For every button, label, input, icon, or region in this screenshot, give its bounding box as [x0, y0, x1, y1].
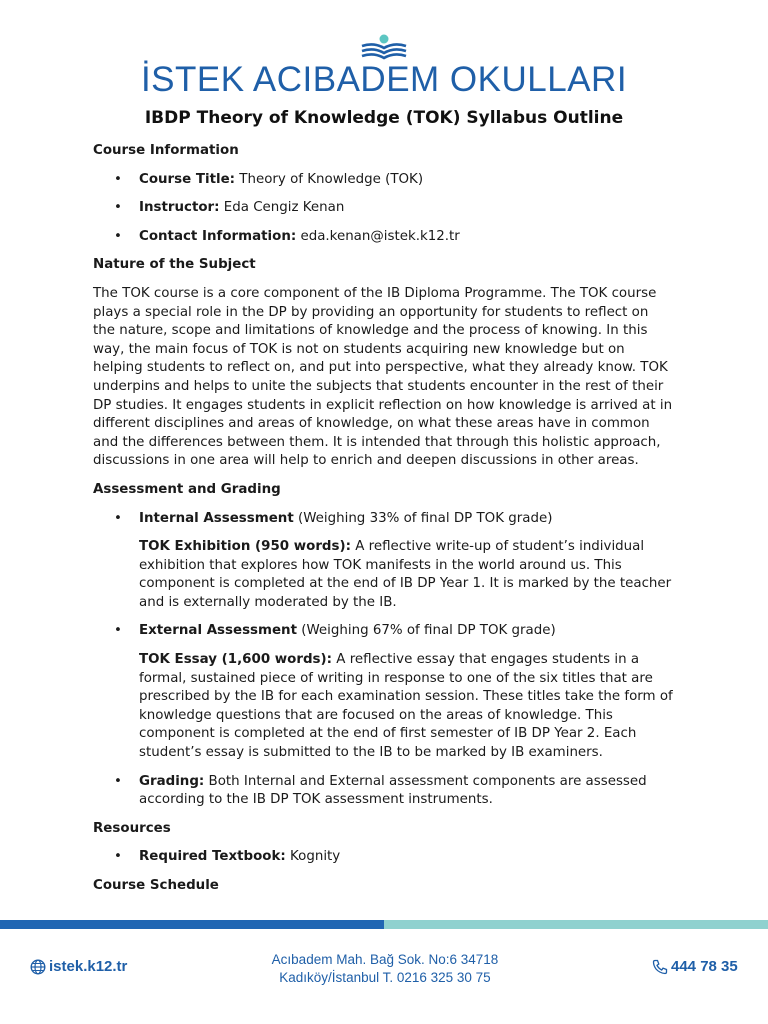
internal-assessment-detail: TOK Exhibition (950 words): A reflective write-up of student’s individual exhibition that explores how TOK manifests in the world around us. This component is completed at the end of IB DP Year 1. It is marked by the teacher and is externally moderated by the IB. — [139, 539, 672, 610]
external-assessment-detail: TOK Essay (1,600 words): A reflective essay that engages students in a formal, sustained piece of writing in response to one of the six titles that are prescribed by the IB for each examination session. These titles take the form of knowledge questions that are focused on the areas of knowledge. This component is completed at the end of first semester of IB DP Year 2. Each student’s essay is submitted to the IB to be marked by IB examiners. — [139, 652, 673, 761]
assessment-list — [93, 510, 673, 810]
footer-address — [240, 951, 530, 987]
address-line-1: Acıbadem Mah. Bağ Sok. No:6 34718 — [271, 952, 499, 967]
book-person-logo-icon — [354, 34, 414, 60]
website-link[interactable] — [30, 958, 127, 975]
list-item: • Contact Information: eda.kenan@istek.k12.tr — [93, 228, 673, 247]
resources-heading: Resources — [93, 820, 171, 836]
external-assessment-item: • External Assessment (Weighing 67% of final DP TOK grade) — [93, 622, 673, 641]
logo-text: İSTEK ACIBADEM OKULLARI — [140, 60, 628, 99]
list-item: • Course Title: Theory of Knowledge (TOK) — [93, 171, 673, 190]
phone-number[interactable] — [652, 958, 738, 975]
website-text: istek.k12.tr — [49, 958, 128, 975]
schedule-heading: Course Schedule — [93, 878, 219, 893]
document-body — [93, 142, 673, 906]
course-info-list — [93, 171, 673, 247]
internal-assessment-item: • Internal Assessment (Weighing 33% of final DP TOK grade) — [93, 510, 673, 529]
assessment-heading: Assessment and Grading — [93, 481, 281, 497]
grading-item: • Grading: Both Internal and External assessment components are assessed according to the IB DP TOK assessment instruments. — [93, 773, 673, 810]
phone-text: 444 78 35 — [671, 958, 738, 975]
phone-icon — [652, 959, 668, 975]
list-item: • Required Textbook: Kognity — [93, 848, 673, 867]
list-item: • Instructor: Eda Cengiz Kenan — [93, 199, 673, 218]
school-logo — [0, 34, 768, 98]
nature-paragraph: The TOK course is a core component of the IB Diploma Programme. The TOK course plays a special role in the DP by providing an opportunity for students to reflect on the nature, scope and limitations of knowledge and the process of knowing. In this way, the main focus of TOK is not on students acquiring new knowledge but on helping students to reflect on, and put into perspective, what they already know. TOK underpins and helps to unite the subjects that students encounter in the rest of their DP studies. It engages students in explicit reflection on how knowledge is arrived at in different disciplines and areas of knowledge, on what these areas have in common and the differences between them. It is intended that through this holistic approach, discussions in one area will help to enrich and deepen discussions in other areas. — [93, 285, 673, 469]
nature-heading: Nature of the Subject — [93, 257, 256, 273]
address-line-2: Kadıköy/İstanbul T. 0216 325 30 75 — [279, 970, 491, 985]
document-title: IBDP Theory of Knowledge (TOK) Syllabus Outline — [144, 108, 624, 128]
resources-list — [93, 848, 673, 867]
course-info-heading: Course Information — [93, 143, 239, 158]
footer-color-bar — [0, 920, 768, 929]
contact-email: eda.kenan@istek.k12.tr — [296, 228, 460, 244]
globe-icon — [30, 959, 46, 975]
